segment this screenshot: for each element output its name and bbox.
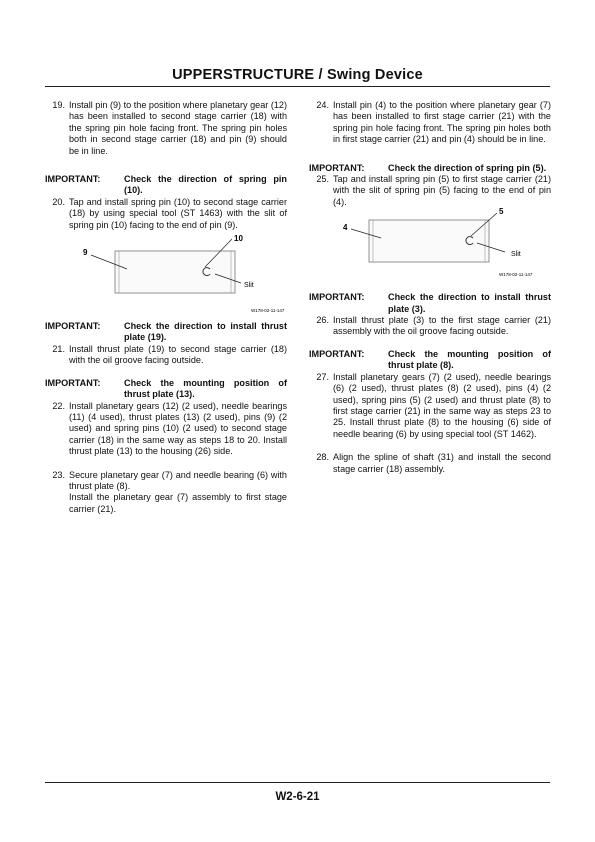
step-text: Install pin (9) to the position where planetary gear (12) has been installed to second stage carrier (18) with the spring pin hole facing front. The spring pin holes both in second stage carrier (18) and pin (9) should be in line. — [69, 100, 287, 156]
pin-illustration — [309, 208, 551, 280]
step-27 — [309, 372, 551, 440]
step-text: Align the spline of shaft (31) and install the second stage carrier (18) assembly. — [333, 452, 551, 474]
step-24 — [309, 100, 551, 146]
step-number: 25. — [316, 174, 329, 185]
important-note — [45, 378, 287, 401]
pin-illustration — [45, 231, 287, 317]
important-note — [45, 174, 287, 197]
step-number: 28. — [316, 452, 329, 463]
figure-pin-9 — [45, 231, 287, 317]
step-number: 23. — [52, 469, 65, 480]
figure-code: W178-02-11-147 — [499, 272, 533, 278]
important-label: IMPORTANT: — [45, 321, 101, 332]
step-number: 26. — [316, 315, 329, 326]
important-note — [309, 163, 551, 174]
step-text: Install thrust plate (19) to second stage carrier (18) with the oil groove facing outside. — [69, 343, 287, 366]
step-number: 24. — [316, 100, 329, 110]
step-number: 27. — [316, 371, 329, 382]
important-label: IMPORTANT: — [309, 162, 365, 173]
label-slit: Slit — [244, 282, 254, 290]
important-note — [309, 349, 551, 372]
label-spring-pin: 5 — [499, 208, 504, 217]
important-label: IMPORTANT: — [45, 377, 101, 388]
step-21 — [45, 344, 287, 367]
step-text: Install thrust plate (3) to the first stage carrier (21) assembly with the oil groove facing outside. — [333, 315, 551, 337]
page-number: W2-6-21 — [275, 791, 320, 803]
step-number: 19. — [52, 100, 65, 110]
important-note — [309, 292, 551, 315]
step-number: 22. — [52, 400, 65, 411]
label-spring-pin: 10 — [234, 234, 243, 244]
important-label: IMPORTANT: — [309, 348, 365, 359]
step-28 — [309, 452, 551, 475]
important-text: Check the mounting position of thrust plate (8). — [388, 348, 551, 371]
important-label: IMPORTANT: — [45, 174, 101, 185]
important-note — [45, 321, 287, 344]
step-25 — [309, 174, 551, 208]
label-slit: Slit — [511, 251, 521, 259]
step-26 — [309, 315, 551, 338]
label-pin: 4 — [343, 223, 348, 233]
important-label: IMPORTANT: — [309, 292, 365, 303]
label-pin: 9 — [83, 248, 88, 258]
left-column — [45, 100, 287, 515]
page-title: UPPERSTRUCTURE / Swing Device — [172, 67, 423, 83]
step-text: Tap and install spring pin (10) to second stage carrier (18) by using special tool (ST 1463) with the slit of spring pin (10) facing to the end of pin (9). — [69, 196, 287, 230]
step-text: Secure planetary gear (7) and needle bearing (6) with thrust plate (8). — [69, 469, 287, 491]
step-19 — [45, 100, 287, 157]
step-23-continued: Install the planetary gear (7) assembly to first stage carrier (21). — [69, 492, 287, 514]
right-column — [309, 100, 551, 475]
step-text: Install planetary gears (7) (2 used), needle bearings (6) (2 used), thrust plates (8) (2 used), pins (4) (2 used), spring pins (5) (2 used) and thrust plate (8) to first stage carrier (21) in the same way as steps 23 to 25. Install thrust plate (8) to the housing (6) side of needle bearing (6) by using special tool (ST 1462). — [333, 371, 551, 439]
important-text: Check the direction of spring pin (5). — [388, 162, 547, 173]
step-20 — [45, 197, 287, 231]
step-text: Install pin (4) to the position where planetary gear (7) has been installed to first stage carrier (21) with the spring pin hole facing front. The spring pin holes both in first stage carrier (21) and pin (4) should be in line. — [333, 100, 551, 145]
step-number: 20. — [52, 196, 65, 207]
step-22 — [45, 401, 287, 458]
important-text: Check the direction to install thrust plate (19). — [124, 321, 287, 343]
step-23 — [45, 470, 287, 493]
step-number: 21. — [52, 343, 65, 354]
important-text: Check the direction of spring pin (10). — [124, 174, 287, 196]
step-text: Install planetary gears (12) (2 used), needle bearings (11) (4 used), thrust plates (13) (2 used), pins (9) (2 used) and spring pins (10) (2 used) to second stage carrier (18) in the same way as steps 18 to 20. Install thrust plate (13) to the housing (26) side. — [69, 400, 287, 457]
figure-pin-4 — [309, 208, 551, 280]
figure-code: W178-02-11-147 — [251, 308, 285, 314]
header-rule — [45, 86, 550, 87]
important-text: Check the direction to install thrust plate (3). — [388, 292, 551, 314]
footer-rule — [45, 782, 550, 783]
step-text: Tap and install spring pin (5) to first stage carrier (21) with the slit of spring pin (5) facing to the end of pin (4). — [333, 174, 551, 207]
important-text: Check the mounting position of thrust plate (13). — [124, 377, 287, 400]
